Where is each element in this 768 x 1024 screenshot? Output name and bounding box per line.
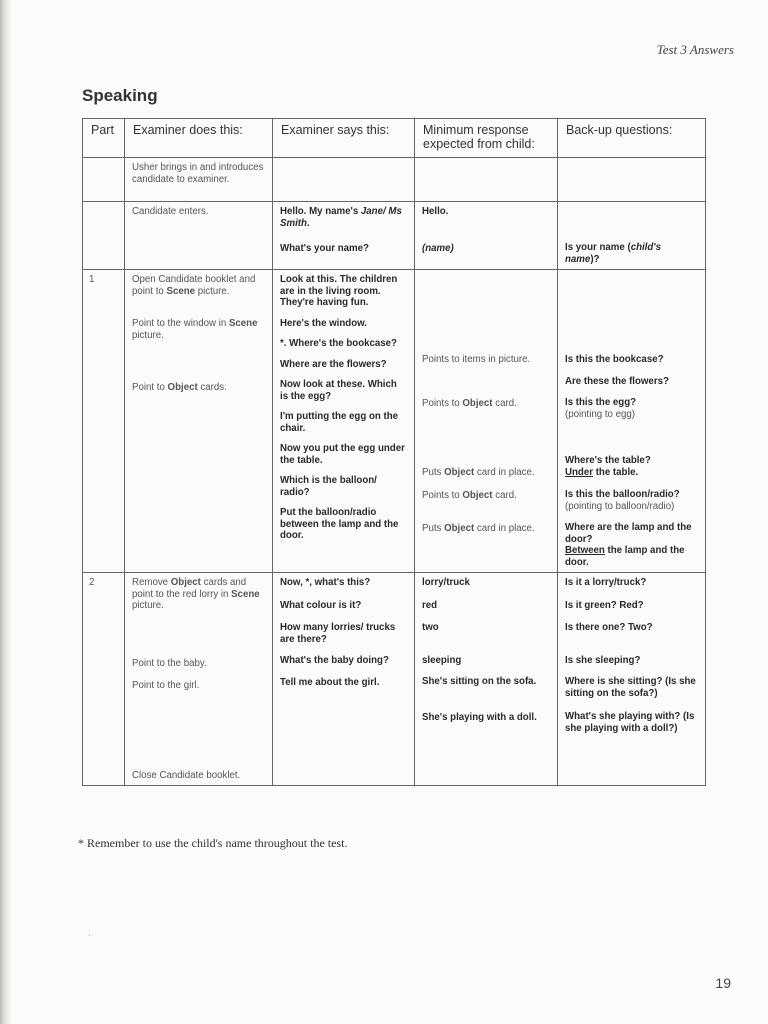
part1-does-5-a: Point to [132,382,168,393]
cell-examiner-says [273,270,415,573]
page-spine-shadow [0,0,12,1024]
hello-response: Hello. [422,206,449,217]
header-backup-questions: Back-up questions: [558,119,706,158]
greeting-text [280,206,402,229]
greeting-text-c: . [306,217,310,229]
part1-resp-5-a: Points to [422,397,463,409]
part1-resp-7 [422,467,550,479]
part2-does-5: Point to the girl. [132,680,200,691]
cell-backup [558,202,706,270]
cell-examiner-says [273,573,415,786]
part1-resp-9 [422,523,550,535]
cell-backup [558,573,706,786]
part1-resp-8-a: Points to [422,489,463,501]
part1-does-1-a: Open Candidate booklet and point to [132,274,256,297]
part1-does-5-c: cards. [197,382,227,393]
part1-backup-8: Is this the balloon/radio? [565,489,680,500]
header-minimum-response: Minimum response expected from child: [415,119,558,158]
cell-examiner-does [125,158,273,202]
part1-resp-3: Points to items in picture. [422,354,531,365]
scan-speck: · [88,931,91,940]
part2-resp-3: two [422,622,439,633]
cell-minimum-response [415,573,558,786]
part1-backup-8-note: (pointing to balloon/radio) [565,500,675,512]
part1-backup-5: Is this the egg? [565,397,637,408]
part1-says-9: Put the balloon/radio between the lamp and the door. [280,507,399,541]
cell-examiner-says [273,202,415,270]
name-response: (name) [422,242,454,254]
cell-minimum-response [415,270,558,573]
header-part: Part [83,119,125,158]
part1-says-7: Now you put the egg under the table. [280,443,405,466]
speaking-test-table [82,118,706,786]
cell-part: 2 [83,573,125,786]
cell-examiner-says [273,158,415,202]
backup-name-c: )? [590,253,600,265]
table-row-part-2 [83,573,706,786]
greeting-name: Jane/ Ms Smith [280,206,402,229]
page-number: 19 [715,975,731,991]
part1-backup-5-note: (pointing to egg) [565,408,636,420]
part1-resp-9-a: Puts [422,523,445,534]
header-examiner-does: Examiner does this: [125,119,273,158]
part1-backup-7b [565,467,698,479]
part1-says-4: Where are the flowers? [280,358,387,370]
part1-says-8: Which is the balloon/ radio? [280,475,377,498]
running-head: Test 3 Answers [656,42,734,57]
part1-backup-4: Are these the flowers? [565,375,669,387]
part2-says-2: What colour is it? [280,599,362,611]
backup-name-b: child's name [565,242,661,265]
part2-resp-2: red [422,599,438,611]
part1-does-1-c: picture. [195,285,230,297]
part1-says-1: Look at this. The children are in the living room. They're having fun. [280,274,398,308]
candidate-enters-text: Candidate enters. [132,206,209,217]
part1-backup-9: Where are the lamp and the door? [565,522,692,545]
part1-resp-7-c: card in place. [474,467,535,478]
part2-says-1: Now, *, what's this? [280,577,371,588]
table-row-part-1 [83,270,706,573]
cell-examiner-does [125,202,273,270]
part1-resp-9-b: Object [444,523,475,534]
part1-resp-5-c: card. [492,397,517,409]
part2-resp-5: She's sitting on the sofa. [422,676,537,687]
cell-minimum-response [415,158,558,202]
cell-minimum-response [415,202,558,270]
cell-part: 1 [83,270,125,573]
usher-instruction: Usher brings in and introduces candidate to examiner. [132,162,264,185]
part2-says-4: What's the baby doing? [280,655,389,666]
backup-name-question [565,242,661,265]
part2-does-1-c: cards and point to the red lorry in [132,577,247,600]
part1-backup-9b-rest: the lamp and the door. [565,545,685,568]
cell-part [83,202,125,270]
part2-resp-6: She's playing with a doll. [422,711,537,723]
part1-backup-9b [565,545,698,568]
part2-resp-1: lorry/truck [422,577,470,588]
part2-says-5: Tell me about the girl. [280,676,380,688]
part1-resp-7-b: Object [444,467,475,478]
part1-does-5-b: Object [167,382,198,393]
part1-does-5 [132,382,265,394]
part1-says-2: Here's the window. [280,317,367,329]
part2-says-3: How many lorries/ trucks are there? [280,622,396,645]
part1-does-2-c: picture. [132,329,164,341]
part1-resp-5-b: Object [462,397,493,409]
part1-backup-7b-rest: the table. [593,466,639,478]
part1-resp-8-c: card. [492,489,517,501]
backup-name-a: Is your name ( [565,242,631,253]
part1-does-1 [132,274,265,297]
part1-resp-8-b: Object [462,489,493,501]
cell-backup [558,158,706,202]
greeting-text-a: Hello. My name's [280,206,361,217]
header-examiner-says: Examiner says this: [273,119,415,158]
cell-examiner-does [125,270,273,573]
part1-says-5: Now look at these. Which is the egg? [280,379,397,402]
part2-does-1-e: picture. [132,600,164,611]
part1-backup-3: Is this the bookcase? [565,354,664,365]
cell-part [83,158,125,202]
part1-backup-7: Where's the table? [565,455,651,466]
table-header-row [83,119,706,158]
cell-examiner-does [125,573,273,786]
cell-backup [558,270,706,573]
part2-does-4: Point to the baby. [132,657,207,669]
part2-does-1-b: Object [170,577,201,588]
part2-does-1 [132,577,265,612]
part1-does-2-b: Scene [228,318,258,329]
part1-resp-9-c: card in place. [474,523,535,534]
table-row [83,158,706,202]
part1-backup-7b-under: Under [565,466,593,478]
part1-does-1-b: Scene [166,285,196,297]
part1-resp-7-a: Puts [422,467,445,478]
part2-does-7: Close Candidate booklet. [132,769,241,781]
part1-resp-8 [422,490,550,502]
part2-resp-4: sleeping [422,654,462,666]
part1-resp-5 [422,398,550,410]
part2-backup-6: What's she playing with? (Is she playing with a doll?) [565,711,695,734]
ask-name-text: What's your name? [280,243,369,254]
part2-backup-1: Is it a lorry/truck? [565,577,647,588]
part1-does-2 [132,318,265,341]
part2-does-1-a: Remove [132,577,171,588]
part2-backup-2: Is it green? Red? [565,599,644,611]
footnote: * Remember to use the child's name throughout the test. [78,836,348,850]
part1-does-2-a: Point to the window in [132,318,229,329]
part1-says-6: I'm putting the egg on the chair. [280,411,399,434]
part1-backup-9b-under: Between [565,545,605,556]
section-title: Speaking [82,86,158,105]
part2-backup-5: Where is she sitting? (Is she sitting on the sofa?) [565,676,696,699]
part2-backup-4: Is she sleeping? [565,654,641,666]
part2-does-1-d: Scene [231,588,260,600]
part2-backup-3: Is there one? Two? [565,622,653,633]
table-row [83,202,706,270]
part1-says-3: *. Where's the bookcase? [280,338,397,349]
